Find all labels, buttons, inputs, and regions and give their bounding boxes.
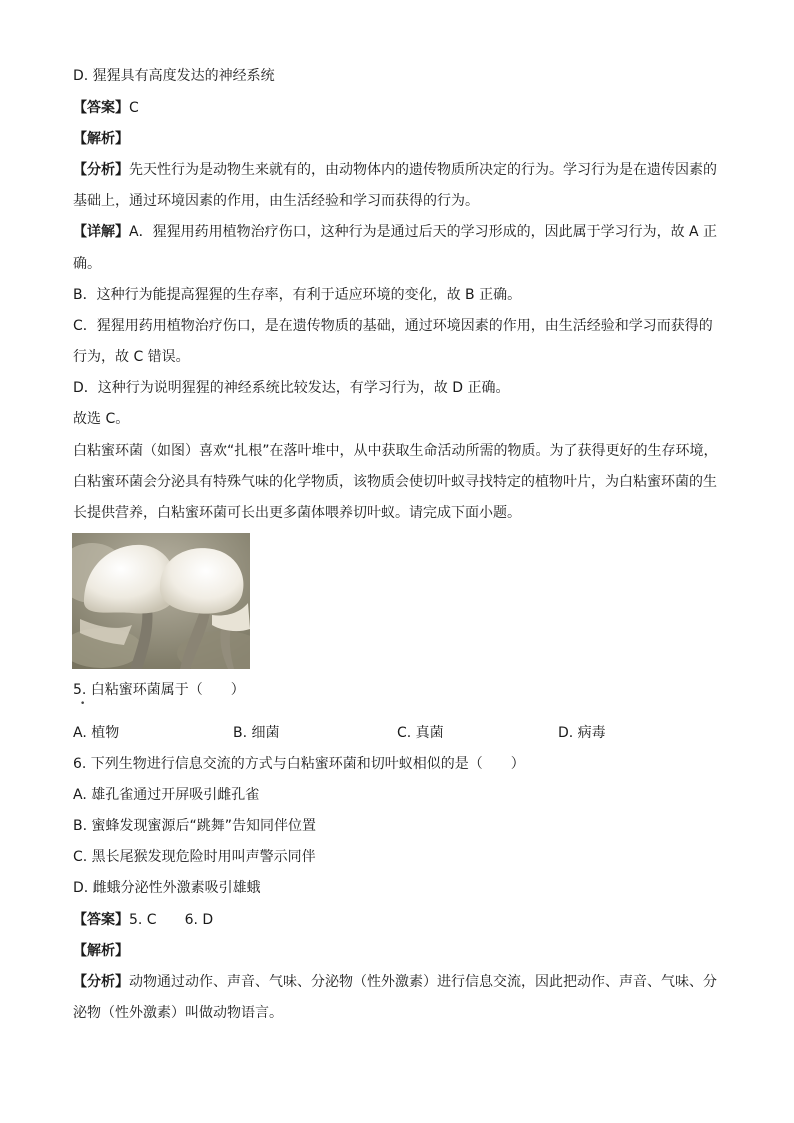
xiangjie-line-c: B．这种行为能提高猩猩的生存率，有利于适应环境的变化，故 B 正确。 [73,287,522,303]
answer-value-6: 6. D [184,912,214,928]
fenxi-2-line-a [73,972,723,992]
q6-option-c: C. 黑长尾猴发现危险时用叫声警示同伴 [73,849,316,865]
q6-option-d: D. 雌蛾分泌性外激素吸引雄蛾 [73,880,261,896]
analysis-tag-2: 【解析】 [73,943,129,959]
xiangjie-text: A．猩猩用药用植物治疗伤口，这种行为是通过后天的学习形成的，因此属于学习行为，故 A 正 [129,224,718,240]
xiangjie-line-e: 行为，故 C 错误。 [73,349,190,365]
question-5: 5. 白粘蜜环菌属于（ ） [73,682,245,698]
q5-option-c: C. 真菌 [397,725,444,741]
answer-value-5: 5. C [129,912,157,928]
passage-line-c: 长提供营养，白粘蜜环菌可长出更多菌体喂养切叶蚁。请完成下面小题。 [73,505,521,521]
mushroom-photo [72,533,250,669]
xiangjie-line-f: D．这种行为说明猩猩的神经系统比较发达，有学习行为，故 D 正确。 [73,380,510,396]
xiangjie-line-a [73,222,723,242]
answer-2 [73,910,723,930]
q6-option-a: A. 雄孔雀通过开屏吸引雌孔雀 [73,787,260,803]
marker-dot: • [80,699,86,709]
fenxi-text: 动物通过动作、声音、气味、分泌物（性外激素）进行信息交流，因此把动作、声音、气味、分 [129,974,717,990]
fenxi-1-line-b: 基础上，通过环境因素的作用，由生活经验和学习而获得的行为。 [73,193,479,209]
q6-option-b: B. 蜜蜂发现蜜源后“跳舞”告知同伴位置 [73,818,317,834]
choose-line-1: 故选 C。 [73,411,130,427]
passage-line-b: 白粘蜜环菌会分泌具有特殊气味的化学物质，该物质会使切叶蚁寻找特定的植物叶片，为白粘蜜环菌的生 [73,474,717,490]
passage-line-a: 白粘蜜环菌（如图）喜欢“扎根”在落叶堆中，从中获取生命活动所需的物质。为了获得更好的生存环境， [73,443,718,459]
q5-option-a: A. 植物 [73,725,120,741]
answer-1 [73,98,723,118]
fenxi-2-line-b: 泌物（性外激素）叫做动物语言。 [73,1005,283,1021]
analysis-tag-1: 【解析】 [73,131,129,147]
answer-value: C [129,100,139,116]
fenxi-tag: 【分析】 [73,162,129,178]
q5-option-d: D. 病毒 [558,725,606,741]
q5-option-b: B. 细菌 [233,725,280,741]
fenxi-tag: 【分析】 [73,974,129,990]
xiangjie-line-b: 确。 [73,256,101,272]
answer-tag: 【答案】 [73,100,129,116]
xiangjie-tag: 【详解】 [73,224,129,240]
fenxi-1-line-a [73,160,723,180]
fenxi-text: 先天性行为是动物生来就有的，由动物体内的遗传物质所决定的行为。学习行为是在遗传因素的 [129,162,717,178]
option-d-line: D. 猩猩具有高度发达的神经系统 [73,68,275,84]
question-6: 6. 下列生物进行信息交流的方式与白粘蜜环菌和切叶蚁相似的是（ ） [73,756,525,772]
xiangjie-line-d: C．猩猩用药用植物治疗伤口，是在遗传物质的基础，通过环境因素的作用，由生活经验和学习而获得的 [73,318,713,334]
answer-tag: 【答案】 [73,912,129,928]
